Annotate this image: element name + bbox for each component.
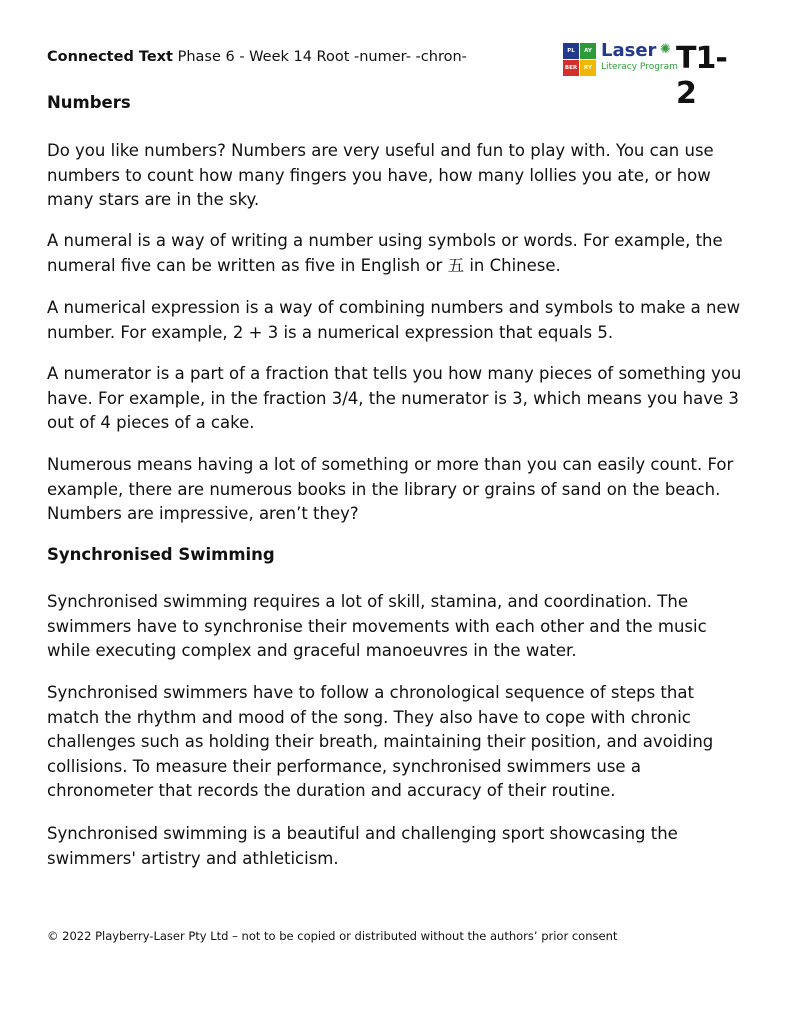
header-title-rest: Phase 6 - Week 14 Root -numer- -chron-	[172, 49, 467, 65]
section-heading-numbers: Numbers	[47, 93, 131, 112]
logo-grid-cell: RY	[580, 60, 596, 76]
paragraph: Numerous means having a lot of something or more than you can easily count. For example, there are numerous books in the library or grains of sand on the beach. Numbers are impressive, aren’t they?	[47, 455, 734, 523]
logo-grid-cell: BER	[563, 60, 579, 76]
paragraph: Synchronised swimming requires a lot of skill, stamina, and coordination. The swimmers have to synchronise their movements with each other and the music while executing complex and graceful manoeuvres in the water.	[47, 592, 707, 660]
logo-grid-cell: AY	[580, 43, 596, 59]
logo-level: T1-2	[676, 41, 727, 111]
paragraph: Synchronised swimmers have to follow a chronological sequence of steps that match the rhythm and mood of the song. They also have to cope with chronic challenges such as holding their breath, maintaining their position, and avoiding collisions. To measure their performance, synchronised swimmers use a chronometer that records the duration and accuracy of their routine.	[47, 683, 714, 800]
starburst-icon: ✺	[660, 42, 671, 57]
paragraph: A numeral is a way of writing a number using symbols or words. For example, the numeral five can be written as five in English or 五 in Chinese.	[47, 231, 723, 275]
paragraph: Synchronised swimming is a beautiful and challenging sport showcasing the swimmers' artistry and athleticism.	[47, 824, 678, 868]
page-header	[47, 49, 467, 65]
logo-grid-cell: PL	[563, 43, 579, 59]
laser-literacy-logo	[563, 40, 743, 111]
paragraph: Do you like numbers? Numbers are very useful and fun to play with. You can use numbers to count how many fingers you have, how many lollies you ate, or how many stars are in the sky.	[47, 141, 714, 209]
paragraph: A numerator is a part of a fraction that tells you how many pieces of something you have. For example, in the fraction 3/4, the numerator is 3, which means you have 3 out of 4 pieces of a cake.	[47, 364, 742, 432]
section-heading-synchronised-swimming: Synchronised Swimming	[47, 545, 275, 564]
logo-tagline: Literacy Program	[601, 62, 678, 72]
header-title-bold: Connected Text	[47, 49, 173, 65]
playberry-grid-logo	[563, 43, 596, 76]
copyright-footer: © 2022 Playberry-Laser Pty Ltd – not to be copied or distributed without the authors’ prior consent	[47, 929, 618, 943]
paragraph: A numerical expression is a way of combining numbers and symbols to make a new number. For example, 2 + 3 is a numerical expression that equals 5.	[47, 298, 741, 342]
logo-brand: Laser	[601, 40, 657, 61]
